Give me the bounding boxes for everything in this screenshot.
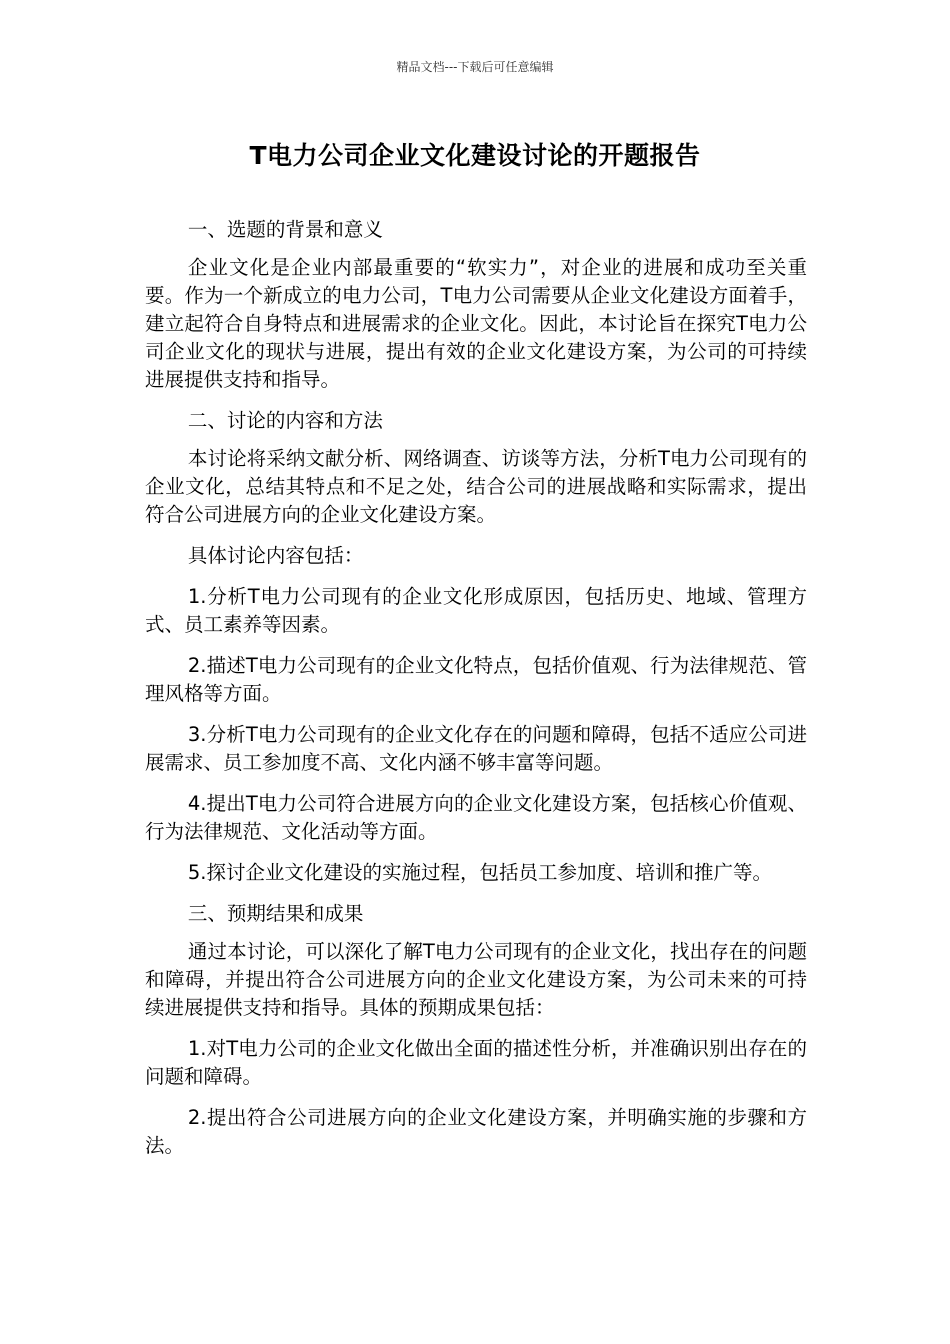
list-item-content-3: 3.分析T电力公司现有的企业文化存在的问题和障碍，包括不适应公司进展需求、员工参加度不高、文化内涵不够丰富等问题。 (145, 723, 807, 774)
list-item-content-5: 5.探讨企业文化建设的实施过程，包括员工参加度、培训和推广等。 (187, 861, 772, 884)
section-heading-background: 一、选题的背景和意义 (187, 218, 383, 241)
list-item-content-4: 4.提出T电力公司符合进展方向的企业文化建设方案，包括核心价值观、行为法律规范、文化活动等方面。 (145, 792, 807, 843)
document-title: T电力公司企业文化建设讨论的开题报告 (249, 141, 701, 170)
section-heading-content-method: 二、讨论的内容和方法 (187, 409, 383, 432)
paragraph-method: 本讨论将采纳文献分析、网络调查、访谈等方法，分析T电力公司现有的企业文化，总结其特点和不足之处，结合公司的进展战略和实际需求，提出符合公司进展方向的企业文化建设方案。 (145, 447, 807, 526)
paragraph-expected-results: 通过本讨论，可以深化了解T电力公司现有的企业文化，找出存在的问题和障碍，并提出符合公司进展方向的企业文化建设方案，为公司未来的可持续进展提供支持和指导。具体的预期成果包括： (145, 940, 807, 1019)
paragraph-content-intro: 具体讨论内容包括： (187, 544, 364, 567)
list-item-result-1: 1.对T电力公司的企业文化做出全面的描述性分析，并准确识别出存在的问题和障碍。 (145, 1037, 807, 1088)
list-item-content-2: 2.描述T电力公司现有的企业文化特点，包括价值观、行为法律规范、管理风格等方面。 (145, 654, 807, 705)
document-body (145, 216, 807, 1173)
paragraph-background: 企业文化是企业内部最重要的“软实力”，对企业的进展和成功至关重要。作为一个新成立的电力公司，T电力公司需要从企业文化建设方面着手，建立起符合自身特点和进展需求的企业文化。因此，本讨论旨在探究T电力公司企业文化的现状与进展，提出有效的企业文化建设方案，为公司的可持续进展提供支持和指导。 (145, 256, 807, 391)
list-item-content-1: 1.分析T电力公司现有的企业文化形成原因，包括历史、地域、管理方式、员工素养等因素。 (145, 585, 807, 636)
section-heading-expected-results: 三、预期结果和成果 (187, 902, 364, 925)
list-item-result-2: 2.提出符合公司进展方向的企业文化建设方案，并明确实施的步骤和方法。 (145, 1106, 807, 1157)
page-header: 精品文档---下载后可任意编辑 (396, 60, 554, 74)
